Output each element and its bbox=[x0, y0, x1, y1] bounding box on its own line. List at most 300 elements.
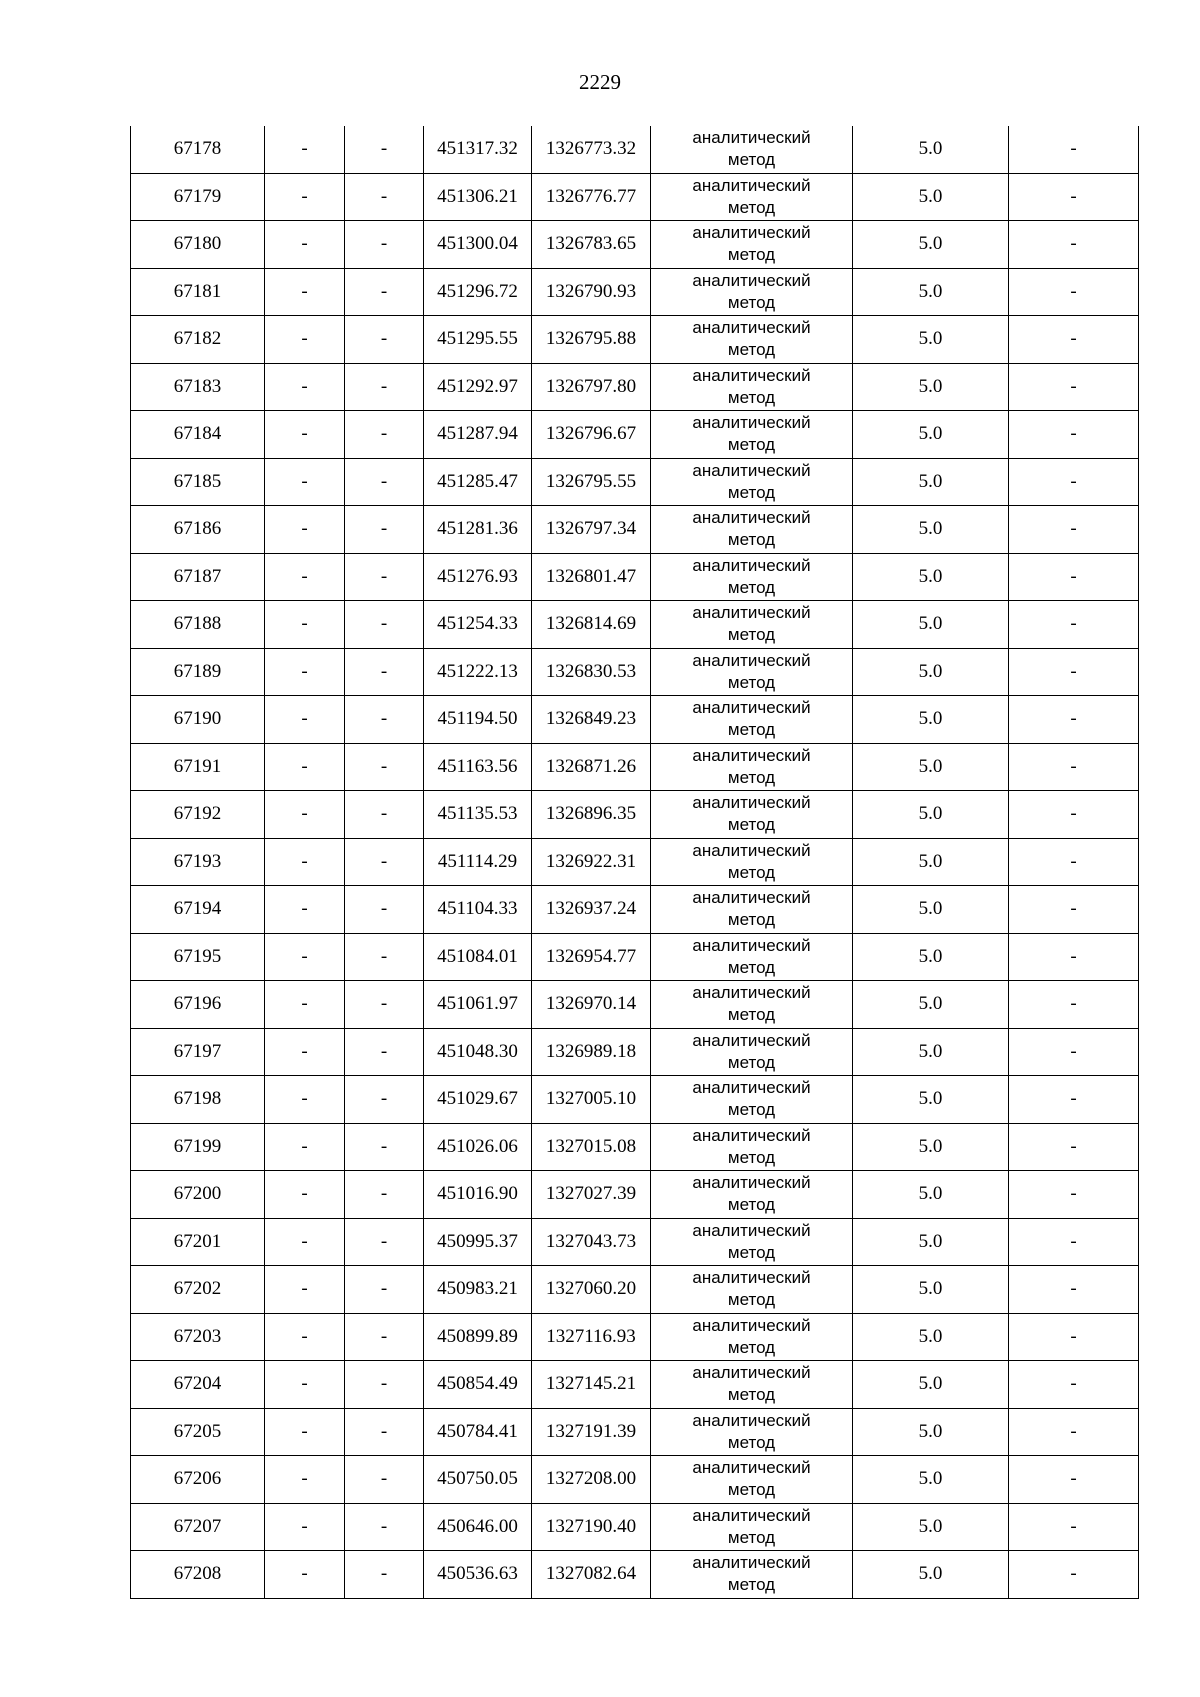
cell-x-coordinate: 450646.00 bbox=[424, 1503, 532, 1551]
cell-x-coordinate: 451114.29 bbox=[424, 838, 532, 886]
cell-col2: - bbox=[265, 743, 345, 791]
method-line-2: метод bbox=[727, 577, 776, 597]
cell-method bbox=[651, 1218, 853, 1266]
method-line-1: аналитический bbox=[692, 603, 811, 623]
cell-method bbox=[651, 1408, 853, 1456]
cell-y-coordinate: 1327116.93 bbox=[532, 1313, 651, 1361]
table-row bbox=[131, 838, 1139, 886]
cell-y-coordinate: 1326896.35 bbox=[532, 791, 651, 839]
cell-col3: - bbox=[345, 933, 424, 981]
method-line-1: аналитический bbox=[692, 840, 811, 860]
method-line-1: аналитический bbox=[692, 1173, 811, 1193]
cell-method bbox=[651, 696, 853, 744]
cell-y-coordinate: 1327060.20 bbox=[532, 1266, 651, 1314]
cell-accuracy: 5.0 bbox=[853, 126, 1009, 173]
cell-method bbox=[651, 1123, 853, 1171]
cell-y-coordinate: 1327190.40 bbox=[532, 1503, 651, 1551]
cell-col2: - bbox=[265, 316, 345, 364]
method-line-2: метод bbox=[727, 1195, 776, 1215]
cell-col8: - bbox=[1009, 221, 1139, 269]
cell-x-coordinate: 451317.32 bbox=[424, 126, 532, 173]
cell-y-coordinate: 1326814.69 bbox=[532, 601, 651, 649]
cell-method bbox=[651, 1361, 853, 1409]
method-line-1: аналитический bbox=[692, 1030, 811, 1050]
cell-col2: - bbox=[265, 1076, 345, 1124]
method-line-1: аналитический bbox=[692, 698, 811, 718]
cell-method bbox=[651, 221, 853, 269]
table-row bbox=[131, 363, 1139, 411]
method-line-2: метод bbox=[727, 1527, 776, 1547]
cell-point-number: 67183 bbox=[131, 363, 265, 411]
cell-col3: - bbox=[345, 1313, 424, 1361]
table-row bbox=[131, 696, 1139, 744]
method-line-2: метод bbox=[727, 1147, 776, 1167]
cell-accuracy: 5.0 bbox=[853, 1313, 1009, 1361]
table-row bbox=[131, 648, 1139, 696]
cell-col8: - bbox=[1009, 1313, 1139, 1361]
cell-col8: - bbox=[1009, 126, 1139, 173]
cell-col8: - bbox=[1009, 1266, 1139, 1314]
cell-point-number: 67200 bbox=[131, 1171, 265, 1219]
method-line-2: метод bbox=[727, 197, 776, 217]
cell-point-number: 67185 bbox=[131, 458, 265, 506]
cell-y-coordinate: 1326773.32 bbox=[532, 126, 651, 173]
cell-accuracy: 5.0 bbox=[853, 1076, 1009, 1124]
cell-col2: - bbox=[265, 553, 345, 601]
method-line-2: метод bbox=[727, 482, 776, 502]
method-line-2: метод bbox=[727, 1480, 776, 1500]
cell-accuracy: 5.0 bbox=[853, 1266, 1009, 1314]
cell-col8: - bbox=[1009, 1551, 1139, 1599]
method-line-1: аналитический bbox=[692, 555, 811, 575]
cell-col8: - bbox=[1009, 1123, 1139, 1171]
cell-accuracy: 5.0 bbox=[853, 506, 1009, 554]
method-line-2: метод bbox=[727, 292, 776, 312]
cell-method bbox=[651, 648, 853, 696]
cell-y-coordinate: 1327027.39 bbox=[532, 1171, 651, 1219]
method-line-1: аналитический bbox=[692, 793, 811, 813]
cell-x-coordinate: 451048.30 bbox=[424, 1028, 532, 1076]
cell-col3: - bbox=[345, 316, 424, 364]
cell-col3: - bbox=[345, 743, 424, 791]
method-line-1: аналитический bbox=[692, 365, 811, 385]
cell-col8: - bbox=[1009, 553, 1139, 601]
cell-y-coordinate: 1327145.21 bbox=[532, 1361, 651, 1409]
cell-col8: - bbox=[1009, 1028, 1139, 1076]
method-line-2: метод bbox=[727, 1005, 776, 1025]
method-line-1: аналитический bbox=[692, 318, 811, 338]
cell-method bbox=[651, 1456, 853, 1504]
cell-y-coordinate: 1327043.73 bbox=[532, 1218, 651, 1266]
cell-col3: - bbox=[345, 1028, 424, 1076]
method-line-1: аналитический bbox=[692, 1078, 811, 1098]
cell-y-coordinate: 1326970.14 bbox=[532, 981, 651, 1029]
cell-method bbox=[651, 1503, 853, 1551]
table-row bbox=[131, 1171, 1139, 1219]
cell-method bbox=[651, 268, 853, 316]
cell-method bbox=[651, 458, 853, 506]
cell-point-number: 67203 bbox=[131, 1313, 265, 1361]
cell-method bbox=[651, 506, 853, 554]
cell-x-coordinate: 451026.06 bbox=[424, 1123, 532, 1171]
cell-col2: - bbox=[265, 411, 345, 459]
table-row bbox=[131, 316, 1139, 364]
cell-col3: - bbox=[345, 506, 424, 554]
table-body bbox=[131, 126, 1139, 1598]
cell-col8: - bbox=[1009, 411, 1139, 459]
cell-col3: - bbox=[345, 1171, 424, 1219]
cell-col3: - bbox=[345, 411, 424, 459]
cell-x-coordinate: 451029.67 bbox=[424, 1076, 532, 1124]
cell-method bbox=[651, 411, 853, 459]
table-row bbox=[131, 173, 1139, 221]
table-row bbox=[131, 553, 1139, 601]
cell-x-coordinate: 451135.53 bbox=[424, 791, 532, 839]
cell-col2: - bbox=[265, 696, 345, 744]
table-row bbox=[131, 933, 1139, 981]
cell-col3: - bbox=[345, 696, 424, 744]
method-line-2: метод bbox=[727, 1385, 776, 1405]
method-line-2: метод bbox=[727, 387, 776, 407]
cell-col2: - bbox=[265, 933, 345, 981]
cell-col2: - bbox=[265, 1123, 345, 1171]
cell-col3: - bbox=[345, 363, 424, 411]
cell-col3: - bbox=[345, 1076, 424, 1124]
cell-col8: - bbox=[1009, 1218, 1139, 1266]
cell-x-coordinate: 451287.94 bbox=[424, 411, 532, 459]
cell-x-coordinate: 451285.47 bbox=[424, 458, 532, 506]
method-line-1: аналитический bbox=[692, 460, 811, 480]
cell-x-coordinate: 450995.37 bbox=[424, 1218, 532, 1266]
cell-col8: - bbox=[1009, 1076, 1139, 1124]
cell-col3: - bbox=[345, 1503, 424, 1551]
cell-x-coordinate: 451104.33 bbox=[424, 886, 532, 934]
cell-point-number: 67207 bbox=[131, 1503, 265, 1551]
cell-method bbox=[651, 363, 853, 411]
cell-col2: - bbox=[265, 1313, 345, 1361]
cell-col2: - bbox=[265, 1503, 345, 1551]
cell-point-number: 67204 bbox=[131, 1361, 265, 1409]
cell-y-coordinate: 1326790.93 bbox=[532, 268, 651, 316]
table-row bbox=[131, 1408, 1139, 1456]
cell-accuracy: 5.0 bbox=[853, 933, 1009, 981]
cell-accuracy: 5.0 bbox=[853, 696, 1009, 744]
method-line-1: аналитический bbox=[692, 1505, 811, 1525]
cell-method bbox=[651, 886, 853, 934]
cell-col2: - bbox=[265, 1218, 345, 1266]
table-row bbox=[131, 601, 1139, 649]
cell-col3: - bbox=[345, 1456, 424, 1504]
method-line-2: метод bbox=[727, 625, 776, 645]
cell-accuracy: 5.0 bbox=[853, 791, 1009, 839]
cell-col3: - bbox=[345, 553, 424, 601]
table-row bbox=[131, 268, 1139, 316]
cell-point-number: 67193 bbox=[131, 838, 265, 886]
cell-point-number: 67178 bbox=[131, 126, 265, 173]
cell-col2: - bbox=[265, 506, 345, 554]
cell-accuracy: 5.0 bbox=[853, 1218, 1009, 1266]
cell-point-number: 67187 bbox=[131, 553, 265, 601]
cell-col8: - bbox=[1009, 1171, 1139, 1219]
cell-point-number: 67182 bbox=[131, 316, 265, 364]
method-line-1: аналитический bbox=[692, 650, 811, 670]
cell-method bbox=[651, 791, 853, 839]
cell-x-coordinate: 451163.56 bbox=[424, 743, 532, 791]
cell-x-coordinate: 450854.49 bbox=[424, 1361, 532, 1409]
cell-y-coordinate: 1326796.67 bbox=[532, 411, 651, 459]
cell-x-coordinate: 451300.04 bbox=[424, 221, 532, 269]
table-row bbox=[131, 1503, 1139, 1551]
method-line-2: метод bbox=[727, 815, 776, 835]
cell-accuracy: 5.0 bbox=[853, 1361, 1009, 1409]
table-row bbox=[131, 221, 1139, 269]
cell-x-coordinate: 451295.55 bbox=[424, 316, 532, 364]
cell-x-coordinate: 451061.97 bbox=[424, 981, 532, 1029]
cell-y-coordinate: 1327191.39 bbox=[532, 1408, 651, 1456]
cell-col2: - bbox=[265, 648, 345, 696]
cell-point-number: 67208 bbox=[131, 1551, 265, 1599]
method-line-1: аналитический bbox=[692, 128, 811, 148]
cell-col3: - bbox=[345, 1218, 424, 1266]
cell-col3: - bbox=[345, 221, 424, 269]
table-row bbox=[131, 1551, 1139, 1599]
method-line-2: метод bbox=[727, 862, 776, 882]
cell-accuracy: 5.0 bbox=[853, 363, 1009, 411]
cell-col8: - bbox=[1009, 601, 1139, 649]
cell-accuracy: 5.0 bbox=[853, 838, 1009, 886]
cell-accuracy: 5.0 bbox=[853, 1456, 1009, 1504]
cell-col2: - bbox=[265, 1361, 345, 1409]
cell-x-coordinate: 450536.63 bbox=[424, 1551, 532, 1599]
cell-accuracy: 5.0 bbox=[853, 173, 1009, 221]
cell-point-number: 67206 bbox=[131, 1456, 265, 1504]
cell-point-number: 67205 bbox=[131, 1408, 265, 1456]
cell-col3: - bbox=[345, 648, 424, 696]
table-row bbox=[131, 1028, 1139, 1076]
cell-point-number: 67184 bbox=[131, 411, 265, 459]
cell-y-coordinate: 1326783.65 bbox=[532, 221, 651, 269]
cell-point-number: 67181 bbox=[131, 268, 265, 316]
method-line-2: метод bbox=[727, 1242, 776, 1262]
cell-col2: - bbox=[265, 1171, 345, 1219]
cell-y-coordinate: 1326849.23 bbox=[532, 696, 651, 744]
method-line-1: аналитический bbox=[692, 1220, 811, 1240]
table-row bbox=[131, 126, 1139, 173]
cell-y-coordinate: 1326795.55 bbox=[532, 458, 651, 506]
cell-col8: - bbox=[1009, 981, 1139, 1029]
cell-accuracy: 5.0 bbox=[853, 553, 1009, 601]
method-line-2: метод bbox=[727, 1290, 776, 1310]
cell-y-coordinate: 1326989.18 bbox=[532, 1028, 651, 1076]
cell-point-number: 67179 bbox=[131, 173, 265, 221]
coordinates-table bbox=[130, 126, 1139, 1599]
method-line-2: метод bbox=[727, 1337, 776, 1357]
cell-x-coordinate: 451281.36 bbox=[424, 506, 532, 554]
cell-y-coordinate: 1326776.77 bbox=[532, 173, 651, 221]
method-line-1: аналитический bbox=[692, 1268, 811, 1288]
cell-col3: - bbox=[345, 1123, 424, 1171]
cell-y-coordinate: 1326871.26 bbox=[532, 743, 651, 791]
cell-method bbox=[651, 1076, 853, 1124]
table-row bbox=[131, 886, 1139, 934]
cell-col3: - bbox=[345, 173, 424, 221]
cell-col8: - bbox=[1009, 838, 1139, 886]
cell-point-number: 67190 bbox=[131, 696, 265, 744]
cell-x-coordinate: 451292.97 bbox=[424, 363, 532, 411]
cell-col8: - bbox=[1009, 743, 1139, 791]
table-row bbox=[131, 411, 1139, 459]
method-line-1: аналитический bbox=[692, 1363, 811, 1383]
method-line-1: аналитический bbox=[692, 1315, 811, 1335]
cell-y-coordinate: 1327208.00 bbox=[532, 1456, 651, 1504]
cell-y-coordinate: 1326801.47 bbox=[532, 553, 651, 601]
table-row bbox=[131, 1076, 1139, 1124]
cell-col3: - bbox=[345, 1408, 424, 1456]
cell-x-coordinate: 450983.21 bbox=[424, 1266, 532, 1314]
method-line-2: метод bbox=[727, 1052, 776, 1072]
method-line-1: аналитический bbox=[692, 1125, 811, 1145]
cell-x-coordinate: 451194.50 bbox=[424, 696, 532, 744]
cell-accuracy: 5.0 bbox=[853, 458, 1009, 506]
cell-col8: - bbox=[1009, 696, 1139, 744]
cell-point-number: 67201 bbox=[131, 1218, 265, 1266]
cell-col8: - bbox=[1009, 1408, 1139, 1456]
cell-accuracy: 5.0 bbox=[853, 1123, 1009, 1171]
cell-point-number: 67198 bbox=[131, 1076, 265, 1124]
cell-accuracy: 5.0 bbox=[853, 1028, 1009, 1076]
method-line-1: аналитический bbox=[692, 983, 811, 1003]
cell-col2: - bbox=[265, 838, 345, 886]
cell-col2: - bbox=[265, 458, 345, 506]
cell-col8: - bbox=[1009, 1503, 1139, 1551]
cell-accuracy: 5.0 bbox=[853, 268, 1009, 316]
cell-point-number: 67189 bbox=[131, 648, 265, 696]
cell-accuracy: 5.0 bbox=[853, 1551, 1009, 1599]
method-line-1: аналитический bbox=[692, 745, 811, 765]
cell-method bbox=[651, 173, 853, 221]
cell-point-number: 67194 bbox=[131, 886, 265, 934]
cell-col2: - bbox=[265, 1408, 345, 1456]
cell-method bbox=[651, 601, 853, 649]
method-line-2: метод bbox=[727, 530, 776, 550]
cell-method bbox=[651, 126, 853, 173]
table-row bbox=[131, 981, 1139, 1029]
cell-point-number: 67188 bbox=[131, 601, 265, 649]
cell-point-number: 67180 bbox=[131, 221, 265, 269]
cell-point-number: 67195 bbox=[131, 933, 265, 981]
cell-method bbox=[651, 1551, 853, 1599]
cell-accuracy: 5.0 bbox=[853, 743, 1009, 791]
page-number: 2229 bbox=[579, 70, 621, 94]
cell-point-number: 67202 bbox=[131, 1266, 265, 1314]
cell-col8: - bbox=[1009, 316, 1139, 364]
cell-col2: - bbox=[265, 173, 345, 221]
cell-col8: - bbox=[1009, 933, 1139, 981]
method-line-2: метод bbox=[727, 340, 776, 360]
cell-y-coordinate: 1326922.31 bbox=[532, 838, 651, 886]
cell-accuracy: 5.0 bbox=[853, 601, 1009, 649]
cell-point-number: 67197 bbox=[131, 1028, 265, 1076]
method-line-1: аналитический bbox=[692, 888, 811, 908]
cell-point-number: 67186 bbox=[131, 506, 265, 554]
table-row bbox=[131, 1361, 1139, 1409]
cell-point-number: 67199 bbox=[131, 1123, 265, 1171]
cell-y-coordinate: 1327082.64 bbox=[532, 1551, 651, 1599]
method-line-1: аналитический bbox=[692, 1553, 811, 1573]
cell-accuracy: 5.0 bbox=[853, 221, 1009, 269]
method-line-1: аналитический bbox=[692, 508, 811, 528]
table-row bbox=[131, 1266, 1139, 1314]
method-line-2: метод bbox=[727, 720, 776, 740]
cell-method bbox=[651, 1313, 853, 1361]
cell-accuracy: 5.0 bbox=[853, 1503, 1009, 1551]
method-line-1: аналитический bbox=[692, 413, 811, 433]
cell-x-coordinate: 450750.05 bbox=[424, 1456, 532, 1504]
method-line-1: аналитический bbox=[692, 270, 811, 290]
cell-y-coordinate: 1326954.77 bbox=[532, 933, 651, 981]
cell-method bbox=[651, 981, 853, 1029]
table-row bbox=[131, 1313, 1139, 1361]
method-line-1: аналитический bbox=[692, 1410, 811, 1430]
cell-col3: - bbox=[345, 268, 424, 316]
table-row bbox=[131, 458, 1139, 506]
cell-col8: - bbox=[1009, 363, 1139, 411]
cell-method bbox=[651, 838, 853, 886]
cell-col2: - bbox=[265, 1551, 345, 1599]
cell-col2: - bbox=[265, 791, 345, 839]
method-line-2: метод bbox=[727, 910, 776, 930]
cell-col2: - bbox=[265, 363, 345, 411]
method-line-2: метод bbox=[727, 1100, 776, 1120]
cell-col2: - bbox=[265, 126, 345, 173]
cell-col8: - bbox=[1009, 886, 1139, 934]
cell-y-coordinate: 1327015.08 bbox=[532, 1123, 651, 1171]
method-line-2: метод bbox=[727, 767, 776, 787]
cell-x-coordinate: 451016.90 bbox=[424, 1171, 532, 1219]
cell-col2: - bbox=[265, 601, 345, 649]
cell-method bbox=[651, 743, 853, 791]
method-line-1: аналитический bbox=[692, 1458, 811, 1478]
cell-x-coordinate: 451276.93 bbox=[424, 553, 532, 601]
cell-col8: - bbox=[1009, 1361, 1139, 1409]
table-row bbox=[131, 791, 1139, 839]
method-line-2: метод bbox=[727, 435, 776, 455]
cell-x-coordinate: 451296.72 bbox=[424, 268, 532, 316]
cell-col3: - bbox=[345, 1361, 424, 1409]
cell-accuracy: 5.0 bbox=[853, 886, 1009, 934]
cell-col8: - bbox=[1009, 458, 1139, 506]
cell-col2: - bbox=[265, 221, 345, 269]
cell-accuracy: 5.0 bbox=[853, 1171, 1009, 1219]
method-line-2: метод bbox=[727, 150, 776, 170]
cell-accuracy: 5.0 bbox=[853, 316, 1009, 364]
cell-method bbox=[651, 316, 853, 364]
cell-x-coordinate: 451254.33 bbox=[424, 601, 532, 649]
cell-col8: - bbox=[1009, 506, 1139, 554]
cell-x-coordinate: 451084.01 bbox=[424, 933, 532, 981]
cell-col3: - bbox=[345, 981, 424, 1029]
method-line-1: аналитический bbox=[692, 175, 811, 195]
table-row bbox=[131, 743, 1139, 791]
table-row bbox=[131, 1123, 1139, 1171]
method-line-1: аналитический bbox=[692, 223, 811, 243]
cell-col2: - bbox=[265, 1028, 345, 1076]
cell-col2: - bbox=[265, 981, 345, 1029]
cell-col3: - bbox=[345, 458, 424, 506]
cell-col2: - bbox=[265, 1266, 345, 1314]
cell-col2: - bbox=[265, 268, 345, 316]
cell-col3: - bbox=[345, 1266, 424, 1314]
